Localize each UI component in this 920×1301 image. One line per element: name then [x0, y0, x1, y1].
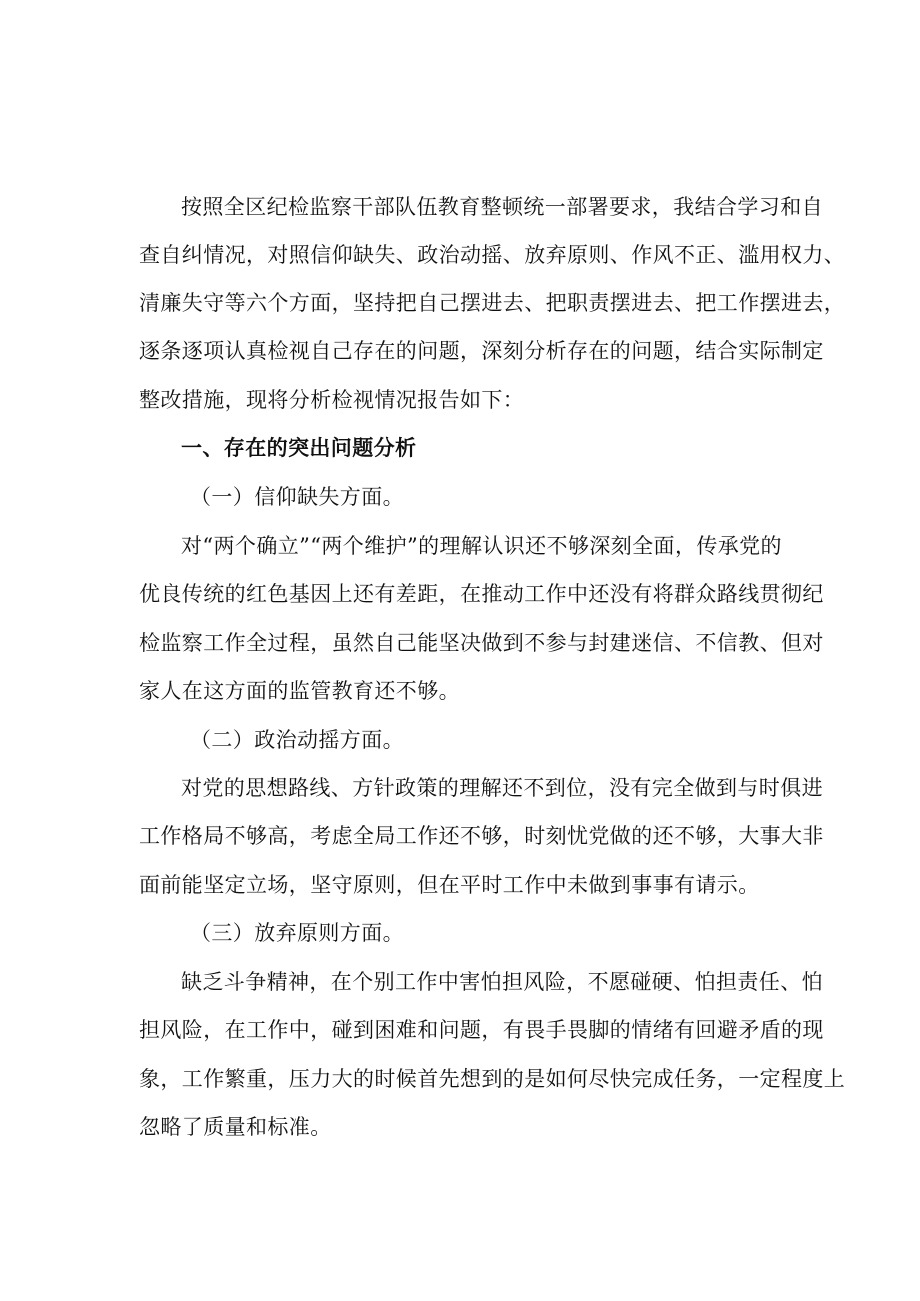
- intro-line-2: 查自纠情况，对照信仰缺失、政治动摇、放弃原则、作风不正、滥用权力、: [139, 243, 846, 267]
- intro-line-5: 整改措施，现将分析检视情况报告如下：: [139, 388, 525, 412]
- subsection-1-line-2: 优良传统的红色基因上还有差距，在推动工作中还没有将群众路线贯彻纪: [139, 582, 824, 606]
- subsection-3-heading: （三）放弃原则方面。: [190, 921, 404, 945]
- subsection-2-heading: （二）政治动摇方面。: [190, 728, 404, 752]
- subsection-3-line-3: 象，工作繁重，压力大的时候首先想到的是如何尽快完成任务，一定程度上: [139, 1067, 846, 1091]
- subsection-1-heading: （一）信仰缺失方面。: [190, 485, 404, 509]
- intro-line-4: 逐条逐项认真检视自己存在的问题，深刻分析存在的问题，结合实际制定: [139, 339, 824, 363]
- subsection-1-line-1: 对“两个确立”“两个维护”的理解认识还不够深刻全面，传承党的: [181, 534, 782, 558]
- intro-line-3: 清廉失守等六个方面，坚持把自己摆进去、把职责摆进去、把工作摆进去，: [139, 291, 846, 315]
- subsection-3-line-1: 缺乏斗争精神，在个别工作中害怕担风险，不愿碰硬、怕担责任、怕: [181, 970, 823, 994]
- subsection-1-line-4: 家人在这方面的监管教育还不够。: [139, 679, 460, 703]
- subsection-3-line-4: 忽略了质量和标准。: [139, 1115, 332, 1139]
- subsection-2-line-1: 对党的思想路线、方针政策的理解还不到位，没有完全做到与时俱进: [181, 776, 823, 800]
- subsection-2-line-3: 面前能坚定立场，坚守原则，但在平时工作中未做到事事有请示。: [139, 873, 760, 897]
- section-heading: 一、存在的突出问题分析: [181, 436, 417, 460]
- intro-line-1: 按照全区纪检监察干部队伍教育整顿统一部署要求，我结合学习和自: [181, 195, 823, 219]
- subsection-1-line-3: 检监察工作全过程，虽然自己能坚决做到不参与封建迷信、不信教、但对: [139, 631, 824, 655]
- subsection-3-line-2: 担风险，在工作中，碰到困难和问题，有畏手畏脚的情绪有回避矛盾的现: [139, 1018, 824, 1042]
- subsection-2-line-2: 工作格局不够高，考虑全局工作还不够，时刻忧党做的还不够，大事大非: [139, 824, 824, 848]
